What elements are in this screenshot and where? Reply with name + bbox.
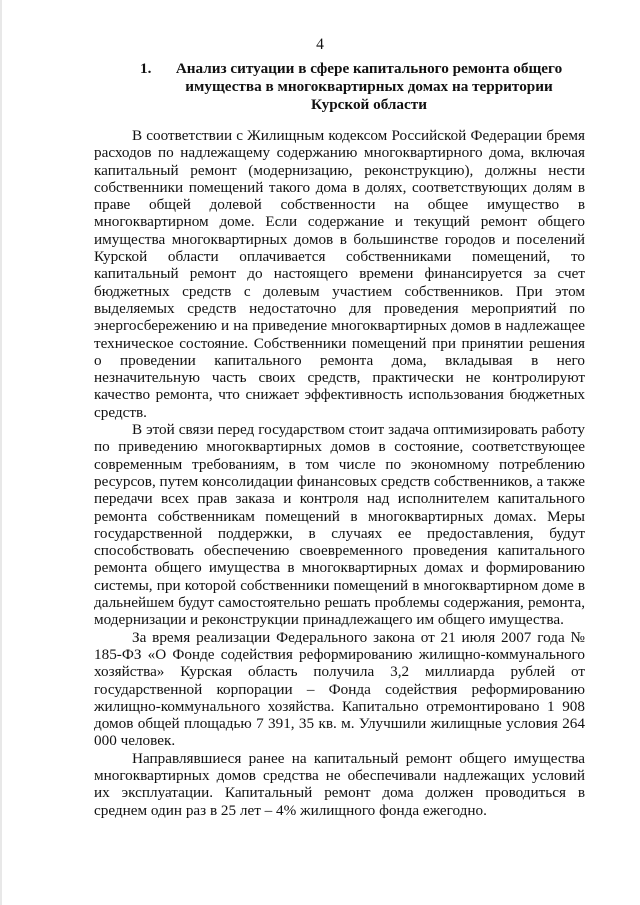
body-text [94, 127, 585, 819]
section-heading-number: 1. [140, 60, 152, 77]
paragraph: В этой связи перед государством стоит задача оптимизировать работу по приведению многоквартирных домов в состояние, соответствующее современным требованиям, в том числе по экономному потреблению ресурсов, путем консолидации финансовых средств собственников, а также передачи всех прав заказа и контроля над исполнителем капитального ремонта собственникам помещений в многоквартирных домах. Меры государственной поддержки, в случаях ее предоставления, будут способствовать обеспечению своевременного проведения капитального ремонта общего имущества в многоквартирных домах и формированию системы, при которой собственники помещений в многоквартирном доме в дальнейшем будут самостоятельно решать проблемы содержания, ремонта, модернизации и реконструкции принадлежащего им общего имущества. [94, 421, 586, 629]
page-number: 4 [316, 36, 324, 53]
paragraph: В соответствии с Жилищным кодексом Российской Федерации бремя расходов по надлежащему содержанию многоквартирного дома, включая капитальный ремонт (модернизацию, реконструкцию), должны нести собственники помещений такого дома в долях, соответствующих долям в праве общей долевой собственности на общее имущество в многоквартирном доме. Если содержание и текущий ремонт общего имущества многоквартирных домов в большинстве городов и поселений Курской области оплачивается собственниками помещений, то капитальный ремонт до настоящего времени финансируется за счет бюджетных средств с долевым участием собственников. При этом выделяемых средств недостаточно для проведения мероприятий по энергосбережению и на приведение многоквартирных домов в надлежащее техническое состояние. Собственники помещений при принятии решения о проведении капитального ремонта дома, вкладывая в него незначительную часть своих средств, практически не контролируют качество ремонта, что снижает эффективность использования бюджетных средств. [94, 127, 585, 421]
scan-edge-shadow [0, 0, 2, 905]
paragraph: Направлявшиеся ранее на капитальный ремонт общего имущества многоквартирных домов средства не обеспечивали надлежащих условий их эксплуатации. Капитальный ремонт дома должен проводиться в среднем один раз в 25 лет – 4% жилищного фонда ежегодно. [94, 749, 585, 819]
section-heading [140, 60, 570, 114]
paragraph: За время реализации Федерального закона от 21 июля 2007 года № 185-ФЗ «О Фонде содействия реформированию жилищно-коммунального хозяйства» Курская область получила 3,2 миллиарда рублей от государственной корпорации – Фонда содействия реформированию жилищно-коммунального хозяйства. Капитально отремонтировано 1 908 домов общей площадью 7 391, 35 кв. м. Улучшили жилищные условия 264 000 человек. [94, 628, 585, 750]
section-heading-text: Анализ ситуации в сфере капитального ремонта общего имущества в многоквартирных домах на территории Курской области [175, 60, 563, 113]
